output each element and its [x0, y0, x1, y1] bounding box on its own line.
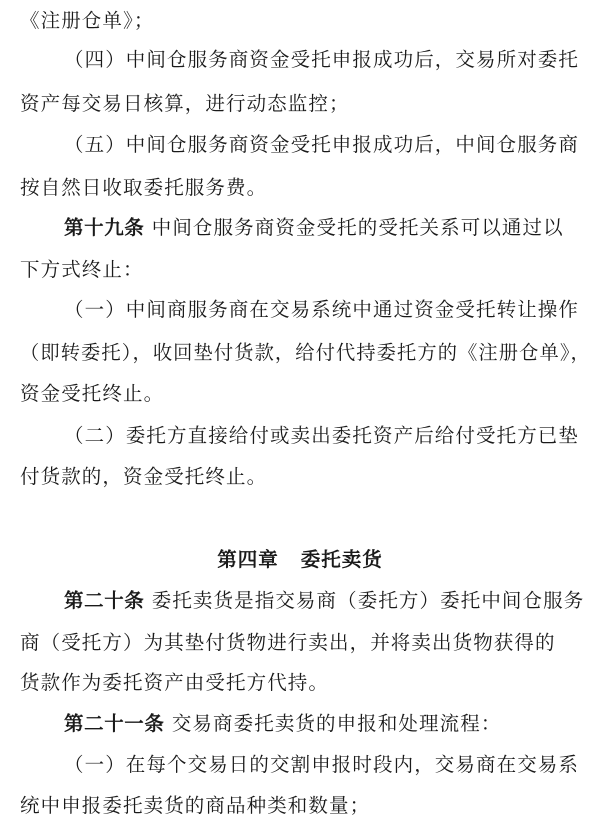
text-line: （一）中间商服务商在交易系统中通过资金受托转让操作	[64, 298, 580, 321]
article-19-text: 中间仓服务商资金受托的受托关系可以通过以	[151, 216, 564, 239]
article-19-heading: 第十九条	[64, 216, 145, 239]
text-line: 《注册仓单》；	[20, 9, 155, 32]
text-line: （一）在每个交易日的交割申报时段内，交易商在交易系	[64, 753, 580, 776]
chapter-heading	[0, 547, 600, 573]
text-line: 下方式终止：	[20, 258, 144, 281]
text-line: （二）委托方直接给付或卖出委托资产后给付受托方已垫	[64, 424, 580, 447]
text-line: 货款作为委托资产由受托方代持。	[20, 671, 330, 694]
text-line: （即转委托），收回垫付货款，给付代持委托方的《注册仓单》，	[20, 341, 591, 364]
text-line: 付货款的，资金受托终止。	[20, 465, 268, 488]
text-line: 统中申报委托卖货的商品种类和数量；	[20, 794, 371, 817]
text-line: （四）中间仓服务商资金受托申报成功后，交易所对委托	[64, 48, 580, 71]
article-20-heading: 第二十条	[64, 589, 145, 612]
article-20-line	[64, 588, 584, 614]
text-line: 按自然日收取委托服务费。	[20, 176, 268, 199]
article-20-text: 委托卖货是指交易商（委托方）委托中间仓服务	[151, 589, 585, 612]
chapter-title: 委托卖货	[300, 548, 383, 571]
article-21-line	[64, 711, 501, 737]
text-line: 商（受托方）为其垫付货物进行卖出，并将卖出货物获得的	[20, 631, 556, 654]
article-19-line	[64, 215, 564, 241]
text-line: 资金受托终止。	[20, 382, 165, 405]
article-21-heading: 第二十一条	[64, 712, 165, 735]
article-21-text: 交易商委托卖货的申报和处理流程：	[171, 712, 502, 735]
chapter-number: 第四章	[217, 548, 279, 571]
text-line: 资产每交易日核算，进行动态监控；	[20, 92, 350, 115]
text-line: （五）中间仓服务商资金受托申报成功后，中间仓服务商	[64, 133, 580, 156]
